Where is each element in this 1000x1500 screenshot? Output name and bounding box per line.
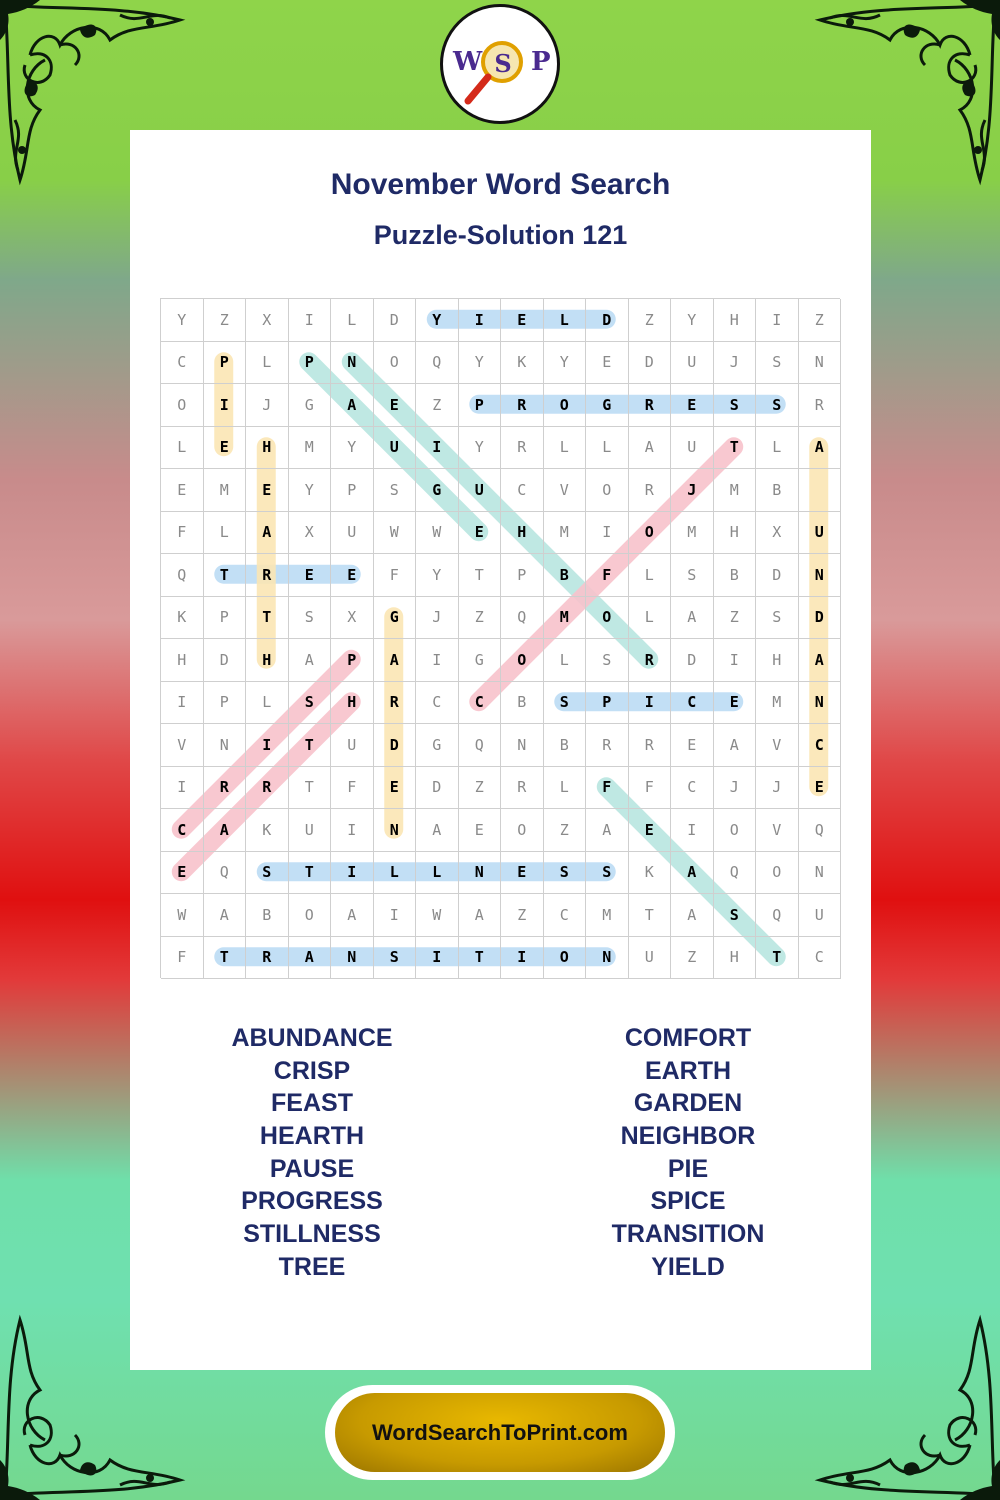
grid-cell[interactable]: N <box>204 724 247 767</box>
grid-cell[interactable]: Y <box>459 427 502 470</box>
grid-cell[interactable]: S <box>714 384 757 427</box>
grid-cell[interactable]: C <box>671 682 714 725</box>
grid-cell[interactable]: J <box>671 469 714 512</box>
grid-cell[interactable]: B <box>756 469 799 512</box>
grid-cell[interactable]: X <box>756 512 799 555</box>
grid-cell[interactable]: J <box>714 767 757 810</box>
grid-cell[interactable]: L <box>416 852 459 895</box>
grid-cell[interactable]: M <box>756 682 799 725</box>
page-subtitle: Puzzle-Solution 121 <box>373 220 628 250</box>
grid-cell[interactable]: A <box>586 809 629 852</box>
grid-cell[interactable]: O <box>629 512 672 555</box>
grid-cell[interactable]: E <box>161 852 204 895</box>
grid-cell[interactable]: J <box>246 384 289 427</box>
grid-cell[interactable]: A <box>629 427 672 470</box>
grid-cell[interactable]: C <box>459 682 502 725</box>
grid-cell[interactable]: I <box>374 894 417 937</box>
grid-cell[interactable]: S <box>374 937 417 980</box>
grid-cell[interactable]: T <box>246 597 289 640</box>
grid-cell[interactable]: C <box>161 809 204 852</box>
grid-cell[interactable]: A <box>671 852 714 895</box>
grid-cell[interactable]: A <box>714 724 757 767</box>
grid-cell[interactable]: Q <box>161 554 204 597</box>
grid-cell[interactable]: T <box>289 767 332 810</box>
grid-cell[interactable]: E <box>714 682 757 725</box>
grid-cell[interactable]: Z <box>459 597 502 640</box>
grid-cell[interactable]: P <box>586 682 629 725</box>
grid-cell[interactable]: E <box>671 384 714 427</box>
grid-cell[interactable]: E <box>459 512 502 555</box>
grid-cell[interactable]: R <box>246 767 289 810</box>
grid-cell[interactable]: T <box>459 937 502 980</box>
grid-cell[interactable]: O <box>501 809 544 852</box>
grid-cell[interactable]: N <box>799 682 842 725</box>
grid-cell[interactable]: I <box>289 299 332 342</box>
grid-cell[interactable]: M <box>714 469 757 512</box>
grid-cell[interactable]: K <box>246 809 289 852</box>
grid-cell[interactable]: Y <box>416 554 459 597</box>
grid-cell[interactable]: L <box>246 342 289 385</box>
grid-cell[interactable]: G <box>586 384 629 427</box>
grid-cell[interactable]: S <box>756 342 799 385</box>
grid-cell[interactable]: S <box>289 682 332 725</box>
grid-cell[interactable]: R <box>246 937 289 980</box>
grid-cell[interactable]: A <box>459 894 502 937</box>
grid-cell[interactable]: N <box>331 342 374 385</box>
grid-cell[interactable]: A <box>289 639 332 682</box>
grid-cell[interactable]: A <box>331 894 374 937</box>
grid-cell[interactable]: P <box>204 342 247 385</box>
grid-cell[interactable]: A <box>246 512 289 555</box>
grid-cell[interactable]: F <box>586 554 629 597</box>
grid-cell[interactable]: A <box>204 809 247 852</box>
word-list-right <box>538 1022 838 1284</box>
grid-cell[interactable]: J <box>714 342 757 385</box>
grid-cell[interactable]: U <box>331 724 374 767</box>
grid-cell[interactable]: Z <box>459 767 502 810</box>
grid-cell[interactable]: A <box>799 427 842 470</box>
grid-cell[interactable]: D <box>671 639 714 682</box>
grid-cell[interactable]: G <box>374 597 417 640</box>
grid-cell[interactable]: X <box>331 597 374 640</box>
grid-cell[interactable]: S <box>714 894 757 937</box>
grid-cell[interactable]: D <box>204 639 247 682</box>
grid-cell[interactable]: Z <box>204 299 247 342</box>
grid-cell[interactable]: O <box>161 384 204 427</box>
grid-cell[interactable]: T <box>204 554 247 597</box>
grid-cell[interactable]: K <box>501 342 544 385</box>
grid-cell[interactable]: C <box>416 682 459 725</box>
grid-cell[interactable]: E <box>586 342 629 385</box>
grid-cell[interactable]: U <box>671 427 714 470</box>
grid-cell[interactable]: L <box>629 597 672 640</box>
word-list-item: YIELD <box>651 1252 725 1281</box>
grid-cell[interactable]: O <box>586 597 629 640</box>
grid-cell[interactable]: I <box>161 767 204 810</box>
grid-cell[interactable]: L <box>161 427 204 470</box>
word-list-item: STILLNESS <box>243 1220 381 1249</box>
word-list-item: SPICE <box>650 1187 726 1216</box>
grid-cell[interactable]: L <box>629 554 672 597</box>
grid-cell[interactable]: R <box>204 767 247 810</box>
grid-cell[interactable]: Y <box>161 299 204 342</box>
site-logo[interactable] <box>440 4 560 124</box>
grid-cell[interactable]: Z <box>671 937 714 980</box>
word-list-item: PROGRESS <box>241 1187 383 1216</box>
grid-cell[interactable]: U <box>289 809 332 852</box>
word-list-item: EARTH <box>644 1056 732 1085</box>
grid-cell[interactable]: H <box>161 639 204 682</box>
grid-cell[interactable]: D <box>374 724 417 767</box>
grid-cell[interactable]: P <box>501 554 544 597</box>
grid-cell[interactable]: H <box>501 512 544 555</box>
grid-cell[interactable]: I <box>331 852 374 895</box>
grid-cell[interactable]: T <box>714 427 757 470</box>
grid-cell[interactable]: I <box>586 512 629 555</box>
grid-cell[interactable]: L <box>204 512 247 555</box>
grid-cell[interactable]: P <box>289 342 332 385</box>
grid-cell[interactable]: E <box>331 554 374 597</box>
grid-cell[interactable]: H <box>246 639 289 682</box>
grid-cell[interactable]: H <box>246 427 289 470</box>
word-list-item: FEAST <box>271 1089 353 1118</box>
grid-cell[interactable]: U <box>629 937 672 980</box>
word-list-item: GARDEN <box>633 1089 743 1118</box>
word-list-item: COMFORT <box>624 1024 752 1052</box>
grid-cell[interactable]: Q <box>459 724 502 767</box>
grid-cell[interactable]: S <box>756 384 799 427</box>
grid-cell[interactable]: P <box>204 597 247 640</box>
grid-cell[interactable]: R <box>799 384 842 427</box>
grid-cell[interactable]: F <box>374 554 417 597</box>
grid-cell[interactable]: T <box>629 894 672 937</box>
grid-cell[interactable]: R <box>374 682 417 725</box>
grid-cell[interactable]: D <box>799 597 842 640</box>
grid-cell[interactable]: Q <box>799 809 842 852</box>
grid-cell[interactable]: R <box>246 554 289 597</box>
grid-cell[interactable]: P <box>459 384 502 427</box>
word-list-item: CRISP <box>273 1056 351 1085</box>
grid-cell[interactable]: Z <box>629 299 672 342</box>
grid-cell[interactable]: V <box>161 724 204 767</box>
grid-cell[interactable]: S <box>586 852 629 895</box>
grid-cell[interactable]: L <box>544 767 587 810</box>
grid-cell[interactable]: K <box>629 852 672 895</box>
grid-cell[interactable]: H <box>714 299 757 342</box>
grid-cell[interactable]: I <box>714 639 757 682</box>
grid-cell[interactable]: E <box>501 299 544 342</box>
grid-cell[interactable]: H <box>756 639 799 682</box>
grid-cell[interactable]: N <box>331 937 374 980</box>
grid-cell[interactable]: B <box>544 554 587 597</box>
grid-cell[interactable]: F <box>586 767 629 810</box>
grid-cell[interactable]: T <box>459 554 502 597</box>
grid-cell[interactable]: P <box>331 639 374 682</box>
grid-cell[interactable]: I <box>204 384 247 427</box>
grid-cell[interactable]: S <box>544 682 587 725</box>
grid-cell[interactable]: D <box>586 299 629 342</box>
grid-cell[interactable]: L <box>544 427 587 470</box>
grid-cell[interactable]: D <box>416 767 459 810</box>
grid-cell[interactable]: Y <box>331 427 374 470</box>
grid-cell[interactable]: Z <box>416 384 459 427</box>
grid-cell[interactable]: W <box>161 894 204 937</box>
grid-cell[interactable]: U <box>374 427 417 470</box>
grid-cell[interactable]: B <box>246 894 289 937</box>
grid-cell[interactable]: Q <box>756 894 799 937</box>
grid-cell[interactable]: A <box>416 809 459 852</box>
grid-cell[interactable]: O <box>714 809 757 852</box>
grid-cell[interactable]: S <box>586 639 629 682</box>
grid-cell[interactable]: I <box>416 639 459 682</box>
grid-cell[interactable]: N <box>586 937 629 980</box>
logo-letter: W <box>453 47 483 77</box>
grid-cell[interactable]: C <box>671 767 714 810</box>
grid-cell[interactable]: S <box>374 469 417 512</box>
grid-cell[interactable]: N <box>374 809 417 852</box>
grid-cell[interactable]: L <box>544 299 587 342</box>
grid-cell[interactable]: T <box>204 937 247 980</box>
grid-cell[interactable]: I <box>161 682 204 725</box>
grid-cell[interactable]: Y <box>416 299 459 342</box>
grid-cell[interactable]: M <box>544 597 587 640</box>
grid-cell[interactable]: C <box>501 469 544 512</box>
grid-cell[interactable]: E <box>161 469 204 512</box>
footer-site-link[interactable]: WordSearchToPrint.com <box>335 1393 665 1472</box>
grid-cell[interactable]: O <box>374 342 417 385</box>
grid-cell[interactable]: A <box>671 894 714 937</box>
grid-cell[interactable]: E <box>374 767 417 810</box>
grid-cell[interactable]: W <box>374 512 417 555</box>
grid-cell[interactable]: M <box>289 427 332 470</box>
grid-cell[interactable]: R <box>629 724 672 767</box>
grid-cell[interactable]: H <box>714 512 757 555</box>
grid-cell[interactable]: U <box>799 512 842 555</box>
grid-cell[interactable]: L <box>331 299 374 342</box>
grid-cell[interactable]: X <box>246 299 289 342</box>
grid-cell[interactable]: L <box>246 682 289 725</box>
grid-cell[interactable]: L <box>374 852 417 895</box>
grid-cell[interactable]: D <box>756 554 799 597</box>
word-list-item: TRANSITION <box>611 1220 765 1249</box>
grid-cell[interactable]: C <box>799 937 842 980</box>
grid-cell[interactable]: B <box>714 554 757 597</box>
grid-cell[interactable]: Q <box>204 852 247 895</box>
grid-cell[interactable]: V <box>544 469 587 512</box>
grid-cell[interactable]: A <box>331 384 374 427</box>
grid-cell[interactable]: A <box>204 894 247 937</box>
grid-cell[interactable]: Y <box>289 469 332 512</box>
grid-cell[interactable]: M <box>544 512 587 555</box>
grid-cell[interactable]: I <box>246 724 289 767</box>
grid-cell[interactable]: N <box>459 852 502 895</box>
word-list-item: PIE <box>667 1154 709 1183</box>
grid-cell[interactable]: R <box>501 767 544 810</box>
grid-cell[interactable]: R <box>629 639 672 682</box>
grid-cell[interactable]: C <box>799 724 842 767</box>
grid-cell[interactable]: Q <box>501 597 544 640</box>
grid-cell[interactable]: O <box>544 937 587 980</box>
grid-cell[interactable]: D <box>374 299 417 342</box>
grid-cell[interactable]: E <box>671 724 714 767</box>
word-list-item: ABUNDANCE <box>231 1024 393 1052</box>
grid-cell[interactable]: E <box>501 852 544 895</box>
grid-cell[interactable]: R <box>629 384 672 427</box>
grid-cell[interactable]: U <box>331 512 374 555</box>
word-search-grid <box>160 298 840 978</box>
grid-cell[interactable]: H <box>714 937 757 980</box>
word-list-item: TREE <box>278 1252 346 1281</box>
grid-cell[interactable]: B <box>544 724 587 767</box>
grid-cell[interactable]: M <box>586 894 629 937</box>
grid-cell[interactable]: O <box>586 469 629 512</box>
grid-cell[interactable]: N <box>799 852 842 895</box>
grid-cell[interactable]: O <box>289 894 332 937</box>
grid-cell[interactable]: F <box>161 937 204 980</box>
grid-cell[interactable]: I <box>459 299 502 342</box>
grid-cell[interactable]: M <box>204 469 247 512</box>
logo-letter: S <box>494 49 512 78</box>
grid-cell[interactable]: F <box>629 767 672 810</box>
grid-cell[interactable]: X <box>289 512 332 555</box>
grid-cell[interactable]: A <box>671 597 714 640</box>
grid-cell[interactable]: G <box>289 384 332 427</box>
grid-cell[interactable]: C <box>544 894 587 937</box>
grid-cell[interactable]: O <box>756 852 799 895</box>
grid-cell[interactable]: K <box>161 597 204 640</box>
grid-cell[interactable]: U <box>671 342 714 385</box>
page-title: November Word Search <box>330 168 671 201</box>
grid-cell[interactable]: P <box>331 469 374 512</box>
grid-cell[interactable]: D <box>629 342 672 385</box>
grid-cell[interactable]: Z <box>501 894 544 937</box>
grid-cell[interactable]: G <box>416 469 459 512</box>
grid-cell[interactable]: U <box>459 469 502 512</box>
letter-grid <box>160 298 840 978</box>
grid-cell[interactable]: Y <box>671 299 714 342</box>
grid-cell[interactable]: A <box>289 937 332 980</box>
grid-cell[interactable]: I <box>416 937 459 980</box>
grid-cell[interactable]: I <box>331 809 374 852</box>
word-list-left <box>162 1022 462 1284</box>
grid-cell[interactable]: Z <box>799 299 842 342</box>
grid-cell[interactable]: T <box>756 937 799 980</box>
grid-cell[interactable]: W <box>416 512 459 555</box>
grid-cell[interactable]: A <box>374 639 417 682</box>
grid-cell[interactable]: L <box>586 427 629 470</box>
grid-cell[interactable]: S <box>246 852 289 895</box>
grid-cell[interactable]: J <box>756 767 799 810</box>
grid-cell[interactable]: R <box>501 384 544 427</box>
grid-cell[interactable]: R <box>501 427 544 470</box>
grid-cell[interactable]: V <box>756 809 799 852</box>
grid-cell[interactable]: E <box>289 554 332 597</box>
grid-cell[interactable]: Q <box>714 852 757 895</box>
grid-cell[interactable]: I <box>501 937 544 980</box>
grid-cell[interactable]: G <box>416 724 459 767</box>
grid-cell[interactable]: M <box>671 512 714 555</box>
grid-cell[interactable]: S <box>544 852 587 895</box>
grid-cell[interactable]: O <box>544 384 587 427</box>
grid-cell[interactable]: L <box>756 427 799 470</box>
grid-cell[interactable]: N <box>799 554 842 597</box>
grid-cell[interactable]: I <box>416 427 459 470</box>
grid-cell[interactable]: L <box>544 639 587 682</box>
grid-cell[interactable]: J <box>416 597 459 640</box>
word-list-item: NEIGHBOR <box>620 1122 756 1151</box>
grid-cell[interactable] <box>799 469 842 512</box>
grid-cell[interactable]: N <box>501 724 544 767</box>
grid-cell[interactable]: Y <box>459 342 502 385</box>
grid-cell[interactable]: T <box>289 724 332 767</box>
grid-cell[interactable]: Y <box>544 342 587 385</box>
grid-cell[interactable]: S <box>289 597 332 640</box>
grid-cell[interactable]: R <box>586 724 629 767</box>
grid-cell[interactable]: F <box>331 767 374 810</box>
grid-cell[interactable]: O <box>501 639 544 682</box>
grid-cell[interactable]: S <box>671 554 714 597</box>
grid-cell[interactable]: I <box>671 809 714 852</box>
grid-cell[interactable]: E <box>204 427 247 470</box>
grid-cell[interactable]: E <box>246 469 289 512</box>
grid-cell[interactable]: H <box>331 682 374 725</box>
grid-cell[interactable]: P <box>204 682 247 725</box>
grid-cell[interactable]: E <box>459 809 502 852</box>
grid-cell[interactable]: E <box>374 384 417 427</box>
grid-cell[interactable]: W <box>416 894 459 937</box>
grid-cell[interactable]: G <box>459 639 502 682</box>
footer-badge[interactable] <box>325 1385 675 1480</box>
grid-cell[interactable]: N <box>799 342 842 385</box>
grid-cell[interactable]: A <box>799 639 842 682</box>
logo-letter: P <box>531 47 551 77</box>
grid-cell[interactable]: F <box>161 512 204 555</box>
grid-cell[interactable]: Q <box>416 342 459 385</box>
grid-cell[interactable]: Z <box>714 597 757 640</box>
word-list-item: PAUSE <box>269 1154 355 1183</box>
grid-cell[interactable]: E <box>629 809 672 852</box>
grid-cell[interactable]: R <box>629 469 672 512</box>
grid-cell[interactable]: T <box>289 852 332 895</box>
grid-cell[interactable]: I <box>629 682 672 725</box>
grid-cell[interactable]: C <box>161 342 204 385</box>
grid-cell[interactable]: I <box>756 299 799 342</box>
grid-cell[interactable]: U <box>799 894 842 937</box>
grid-cell[interactable]: B <box>501 682 544 725</box>
grid-cell[interactable]: E <box>799 767 842 810</box>
grid-cell[interactable]: V <box>756 724 799 767</box>
word-list-item: HEARTH <box>259 1122 365 1151</box>
grid-cell[interactable]: Z <box>544 809 587 852</box>
grid-cell[interactable]: S <box>756 597 799 640</box>
